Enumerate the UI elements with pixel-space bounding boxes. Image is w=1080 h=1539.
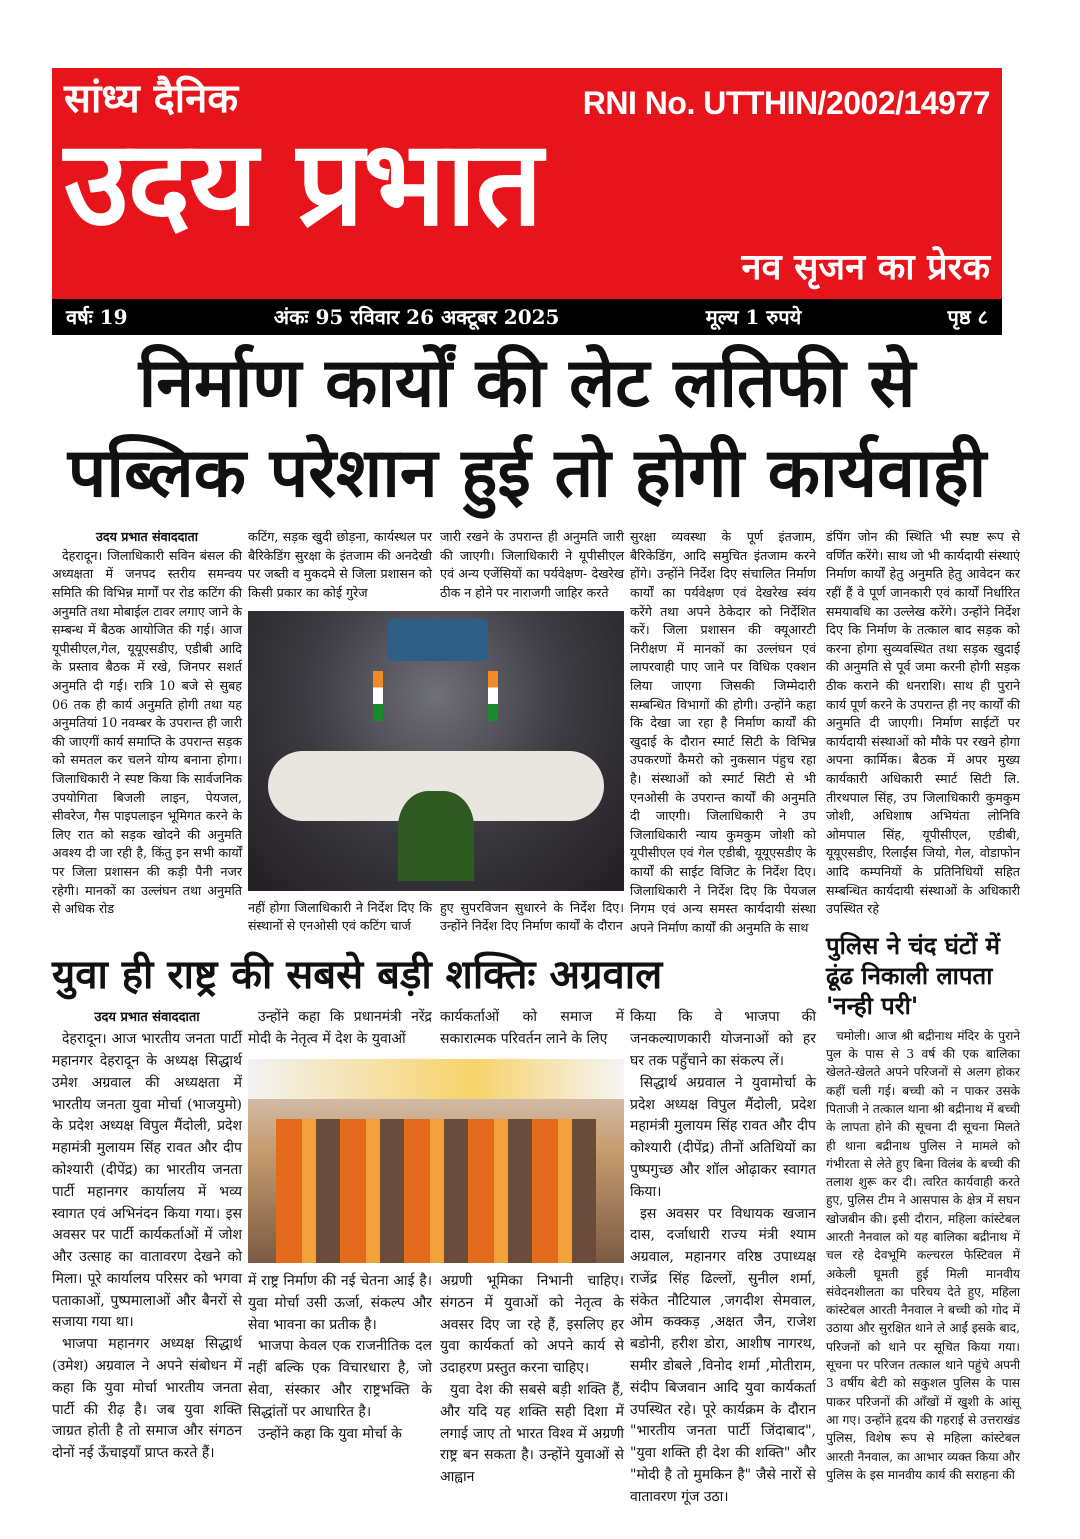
masthead-subtitle: सांध्य दैनिक [64, 76, 239, 122]
plant [398, 791, 474, 881]
story1-headline-line2: पब्लिक परेशान हुई तो होगी कार्यवाही [67, 433, 987, 513]
story1-col1-text: देहरादून। जिलाधिकारी सविन बंसल की अध्यक्षता में जनपद स्तरीय समन्वय समिति की विभिन्न मार्गों पर रोड कटिंग की अनुमति तथा मोबाईल टावर लगाए जाने के सम्बन्ध में बैठक आयोजित की गई। आज यूपीसीएल,गेल, यूयूएसडीए, एडीबी आदि के प्रस्ताव बैठक में रखे, जिनपर सशर्त अनुमति दी गई। रात्रि 10 बजे से सुबह 06 तक ही कार्य अनुमति होगी तथा यह अनुमतियां 10 नवम्बर के उपरान्त ही जारी की जाएगीं कार्य समाप्ति के उपरान्त सड़क को समतल कर चलने योग्य बनाना होगा। जिलाधिकारी ने स्पष्ट किया कि सार्वजनिक उपयोगिता बिजली लाइन, पेयजल, सीवरेज, गैस पाइपलाइन भूमिगत करने के लिए रात को सड़क खोदने की अनुमति अवश्य दी जा रही है, किंतु इन सभी कार्यों पर जिला प्रशासन की कड़ी पैनी नजर रहेगी। मानकों का उल्लंघन तथा अनुमति से अधिक रोड [52, 547, 242, 917]
story1-middle [248, 528, 624, 937]
story1-col2-top-text: कटिंग, सड़क खुदी छोड़ना, कार्यस्थल पर बैरिकेडिंग सुरक्षा के इंतजाम की अनदेखी पर जब्ती व मुकदमे से जिला प्रशासन को किसी प्रकार का कोई गुरेज [248, 529, 432, 601]
volume-year: वर्षः 19 [66, 305, 128, 330]
people-with-garlands [276, 1119, 596, 1263]
story2-col3-top-text: कार्यकर्ताओं को समाज में सकारात्मक परिवर्तन लाने के लिए [440, 1009, 624, 1048]
page-number: पृष्ठ ८ [947, 305, 988, 330]
story1-column-2-bottom [248, 899, 432, 936]
story1-byline: उदय प्रभात संवाददाता [96, 529, 198, 545]
story2-col4-para: इस अवसर पर विधायक खजान दास, दर्जाधारी राज्य मंत्री श्याम अग्रवाल, महानगर वरिष्ठ उपाध्यक्ष राजेंद्र सिंह ढिल्लों, सुनील शर्मा, संकेत नौटियाल ,जगदीश सेमवाल, ओम कक्कड़ ,अक्षत जैन, राजेश बडोनी, हरीश डोरा, आशीष नागरथ, समीर डोबले ,विनोद शर्मा ,मोतीराम, संदीप बिजवान आदि युवा कार्यकर्ता उपस्थित रहे। पूरे कार्यक्रम के दौरान "भारतीय जनता पार्टी जिंदाबाद", "युवा शक्ति ही देश की शक्ति" और "मोदी है तो मुमकिन है" जैसे नारों से वातावरण गूंज उठा। [630, 1205, 816, 1505]
story1-column-1 [52, 528, 242, 937]
story2-column-2-bottom [248, 1271, 432, 1489]
story2-col2-para: उन्होंने कहा कि युवा मोर्चा के [258, 1425, 402, 1442]
story2-col1-para: देहरादून। आज भारतीय जनता पार्टी महानगर देहरादून के अध्यक्ष सिद्धार्थ उमेश अग्रवाल की अध्यक्षता में भारतीय जनता युवा मोर्चा (भाजयुमो) के प्रदेश अध्यक्ष विपुल मैंदोली, प्रदेश महामंत्री मुलायम सिंह रावत और दीप कोश्यारी (दीपेंद्र) का भारतीय जनता पार्टी महानगर कार्यालय में भव्य स्वागत एवं अभिनंदन किया गया। इस अवसर पर पार्टी कार्यकर्ताओं में जोश और उत्साह का वातावरण देखने को मिला। पूरे कार्यालय परिसर को भगवा पताकाओं, पुष्पमालाओं और बैनरों से सजाया गया था। [52, 1031, 242, 1331]
story1-col5-text: डंपिंग जोन की स्थिति भी स्पष्ट रूप से वर्णित करेंगे। साथ जो भी कार्यदायी संस्थाएं निर्माण कार्यों हेतु अनुमति हेतु आवेदन कर रहीं हैं वे पूर्ण जानकारी एवं कार्यों निर्धारित समयावधि का उल्लेख करेंगे। उन्होंने निर्देश दिए कि निर्माण के तत्काल बाद सड़क को करना होगा सुव्यवस्थित तथा सड़क खुदाई की अनुमति से पूर्व जमा करनी होगी सड़क ठीक कराने की धनराशि। साथ ही पुराने कार्य पूर्ण करने के उपरान्त ही नए कार्यों की अनुमति दी जाएगी। निर्माण साईटों पर कार्यदायी संस्थाओं को मौके पर रखने होगा अपना कार्मिक। बैठक में अपर मुख्य कार्यकारी अधिकारी स्मार्ट सिटी लि. तीरथपाल सिंह, उप जिलाधिकारी कुमकुम जोशी, अधिशाष अभियंता लोनिवि ओमपाल सिंह, यूपीसीएल, एडीबी, यूयूएसडीए, रिलाईंस जियो, गेल, वोडाफोन आदि कम्पनियों के प्रतिनिधियों सहित सम्बन्धित कार्यदायी संस्थाओं के अधिकारी उपस्थित रहे [826, 529, 1020, 917]
story3-headline: पुलिस ने चंद घंटों में ढूंढ निकाली लापता 'नन्ही परी' [826, 931, 1000, 1020]
left-area [52, 528, 816, 1508]
story2-col2-para: भाजपा केवल एक राजनीतिक दल नहीं बल्कि एक विचारधारा है, जो सेवा, संस्कार और राष्ट्रभक्ति के सिद्धांतों पर आधारित है। [248, 1338, 432, 1420]
story2-col2-top-text: उन्होंने कहा कि प्रधानमंत्री नरेंद्र मोदी के नेतृत्व में देश के युवाओं [248, 1009, 432, 1048]
story1-headline-line1: निर्माण कार्यों की लेट लतिफी से [138, 344, 916, 424]
story1-middle-bottom [248, 899, 624, 936]
banner [248, 1059, 624, 1099]
story2-column-2-top [248, 1007, 432, 1051]
story2-headline: युवा ही राष्ट्र की सबसे बड़ी शक्तिः अग्रवाल [52, 952, 663, 999]
masthead [52, 68, 1002, 299]
newspaper-title-logo: उदय प्रभात [64, 114, 542, 252]
story1-column-3-bottom [440, 899, 624, 936]
emblem-icon [388, 619, 488, 661]
rni-number: RNI No. UTTHIN/2002/14977 [582, 85, 990, 122]
newspaper-page [52, 0, 1020, 1539]
story2-middle [248, 1007, 624, 1508]
story2-column-3-top [440, 1007, 624, 1051]
body-grid [52, 528, 1020, 1508]
story2-column-3-bottom [440, 1271, 624, 1489]
story1-column-2-top [248, 528, 432, 602]
story1-col3-top-text: जारी रखने के उपरान्त ही अनुमति जारी की जाएगी। जिलाधिकारी ने यूपीसीएल एवं अन्य एजेंसियों का पर्यवेक्षण- देखरेख ठीक न होने पर नाराजगी जाहिर करते [440, 529, 624, 601]
story3-body [826, 1027, 1020, 1484]
story2-byline: उदय प्रभात संवाददाता [94, 1010, 200, 1026]
story1-columns [52, 528, 816, 937]
story2-col1-para: भाजपा महानगर अध्यक्ष सिद्धार्थ (उमेश) अग्रवाल ने अपने संबोधन में कहा कि युवा मोर्चा भारतीय जनता पार्टी की रीढ़ है। जब युवा शक्ति जाग्रत होती है तो समाज और संगठन दोनों नई ऊँचाइयाँ प्राप्त करते हैं। [52, 1336, 242, 1462]
story2-col3-para: युवा देश की सबसे बड़ी शक्ति हैं, और यदि यह शक्ति सही दिशा में लगाई जाए तो भारत विश्व में अग्रणी राष्ट्र बन सकता है। उन्होंने युवाओं से आह्वान [440, 1381, 624, 1486]
price: मूल्य 1 रुपये [705, 305, 802, 330]
flag-icon [373, 671, 383, 721]
story1-col4-text: सुरक्षा व्यवस्था के पूर्ण इंतजाम, बैरिकेडिंग, आदि समुचित इंतजाम करने होंगे। उन्होंने निर्देश दिए संचालित निर्माण कार्यों का पर्यवेक्षण एवं देखरेख स्वंय करेंगे तथा अपने ठेकेदार को निर्देशित करें। जिला प्रशासन की क्यूआरटी निरीक्षण में मानकों का उल्लंघन एवं लापरवाही पाए जाने पर विधिक एक्शन लिया जाएगा जिसकी जिम्मेदारी सम्बन्धित विभागों की होगी। उन्होंने कहा कि देखा जा रहा है निर्माण कार्यों की खुदाई के दौरान स्मार्ट सिटी के विभिन्न उपकरणों कैमरो को नुकसान पंहुच रहा है। संस्थाओं को स्मार्ट सिटी से भी एनओसी के उपरान्त कार्यों की अनुमति दी जाएगी। जिलाधिकारी ने उप जिलाधिकारी न्याय कुमकुम जोशी को यूपीसीएल एवं गेल एडीबी, यूयूएसडीए के कार्यों की साईट विजिट के निर्देश दिए। जिलाधिकारी ने निर्देश दिए कि पेयजल निगम एवं अन्य समस्त कार्यदायी संस्था अपने निर्माण कार्यों की अनुमति के साथ [630, 529, 816, 935]
bjym-welcome-photo [248, 1059, 624, 1263]
story1-column-5 [826, 528, 1020, 918]
issue-info-bar [52, 299, 1002, 335]
story2-middle-top [248, 1007, 624, 1051]
story3-text: चमोली। आज श्री बद्रीनाथ मंदिर के पुराने पुल के पास से 3 वर्ष की एक बालिका खेलते-खेलते अपने परिजनों से अलग होकर कहीं चली गई। बच्ची को न पाकर उसके पिताजी ने तत्काल थाना श्री बद्रीनाथ में बच्ची के लापता होने की सूचना दी सूचना मिलते ही थाना बद्रीनाथ पुलिस ने मामले को गंभीरता से लेते हुए बिना विलंब के बच्ची की तलाश शुरू कर दी। त्वरित कार्यवाही करते हुए, पुलिस टीम ने आसपास के क्षेत्र में सघन खोजबीन की। इसी दौरान, महिला कांस्टेबल आरती नैनवाल को यह बालिका बद्रीनाथ में चल रहे देवभूमि कल्चरल फेस्टिवल में अकेली घूमती हुई मिली मानवीय संवेदनशीलता का परिचय देते हुए, महिला कांस्टेबल आरती नैनवाल ने बच्ची को गोद में उठाया और सुरक्षित थाने ले आईं इसके बाद, परिजनों को थाने पर सूचित किया गया।सूचना पर परिजन तत्काल थाने पहुंचे अपनी 3 वर्षीय बेटी को सकुशल पुलिस के पास पाकर परिजनों की आँखों में खुशी के आंसू आ गए। उन्होंने हृदय की गहराई से उत्तराखंड पुलिस, विशेष रूप से महिला कांस्टेबल आरती नैनवाल, का आभार व्यक्त किया और पुलिस के इस मानवीय कार्य की सराहना की [826, 1028, 1020, 1482]
story2-columns [52, 1007, 816, 1508]
story2-col2-para: में राष्ट्र निर्माण की नई चेतना आई है। युवा मोर्चा उसी ऊर्जा, संकल्प और सेवा भावना का प्रतीक है। [248, 1272, 432, 1333]
story1-col2-bottom-text: नहीं होगा जिलाधिकारी ने निर्देश दिए कि संस्थानों से एनओसी एवं कटिंग चार्ज [248, 899, 432, 934]
flag-icon [488, 671, 498, 721]
story1-column-3-top [440, 528, 624, 602]
story2-column-4 [630, 1007, 816, 1508]
story2-col4-para: किया कि वे भाजपा की जनकल्याणकारी योजनाओं को हर घर तक पहुँचाने का संकल्प लें। [630, 1009, 816, 1069]
meeting-photo [248, 611, 624, 891]
story2-middle-bottom [248, 1271, 624, 1489]
story2-col3-para: अग्रणी भूमिका निभानी चाहिए। संगठन में युवाओं को नेतृत्व के अवसर दिए जा रहे हैं, इसलिए हर युवा कार्यकर्ता को अपने कार्य से उदाहरण प्रस्तुत करना चाहिए। [440, 1272, 624, 1377]
issue-date: अंकः 95 रविवार 26 अक्टूबर 2025 [273, 305, 560, 330]
right-column [826, 528, 1020, 1508]
story1-column-4 [630, 528, 816, 937]
story2-column-1 [52, 1007, 242, 1508]
story1-middle-top [248, 528, 624, 602]
masthead-tagline: नव सृजन का प्रेरक [741, 246, 990, 288]
story2-col4-para: सिद्धार्थ अग्रवाल ने युवामोर्चा के प्रदेश अध्यक्ष विपुल मैंदोली, प्रदेश महामंत्री मुलायम सिंह रावत और दीप कोश्यारी (दीपेंद्र) तीनों अतिथियों का पुष्पगुच्छ और शॉल ओढ़ाकर स्वागत किया। [630, 1074, 816, 1200]
story1-col3-bottom-text: हुए सुपरविजन सुधारने के निर्देश दिए। उन्होंने निर्देश दिए निर्माण कार्यों के दौरान [440, 899, 624, 934]
